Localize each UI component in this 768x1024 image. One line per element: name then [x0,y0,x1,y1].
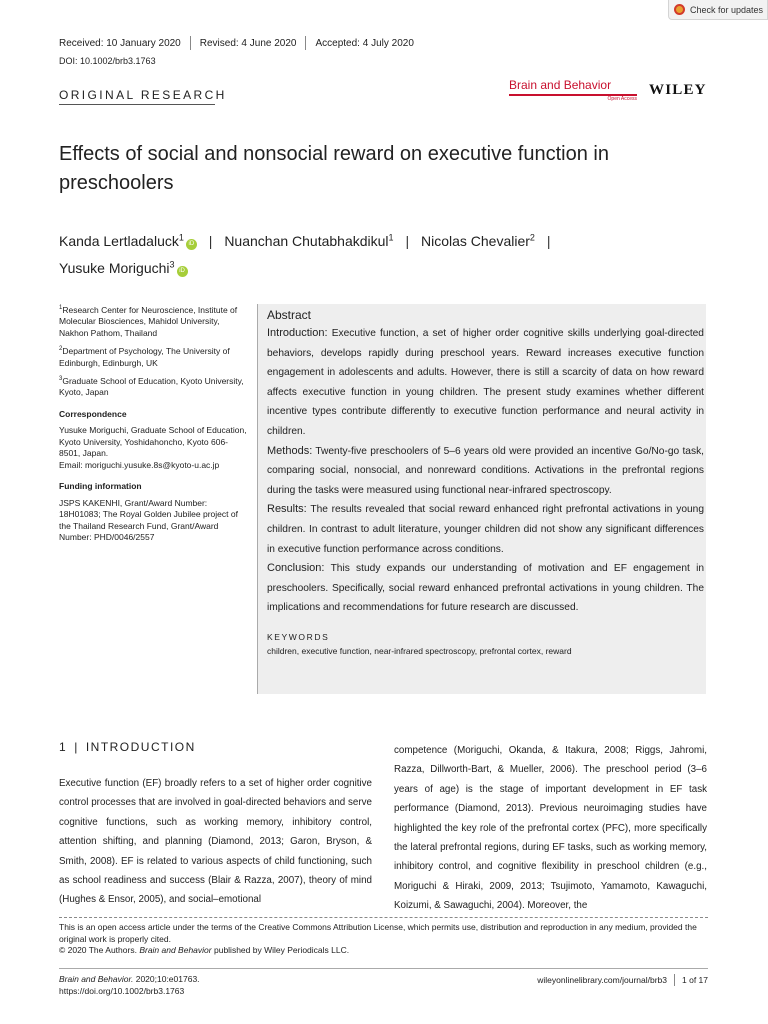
section-label: ORIGINAL RESEARCH [59,88,227,102]
author: Nuanchan Chutabhakdikul$^1$ [224,232,394,249]
funding-heading: Funding information [59,481,142,492]
author-list [59,225,719,280]
author-separator: | [208,232,213,249]
journal-logo-line [509,94,637,102]
author-separator: | [546,232,551,249]
page-number: 1 of 17 [682,975,708,985]
check-for-updates-button[interactable] [668,0,768,20]
citation: Brain and Behavior. 2020;10:e01763. https://doi.org/10.1002/brb3.1763 [59,974,200,996]
body-column-left [59,774,372,910]
orcid-icon[interactable]: iD [177,266,188,277]
footer-site-info [500,974,708,986]
correspondence-heading: Correspondence [59,408,127,419]
publisher-logo: WILEY [649,82,707,98]
keywords-heading: KEYWORDS [267,631,330,642]
check-for-updates-label: Check for updates [690,4,764,15]
citation-doi-link[interactable]: https://doi.org/10.1002/brb3.1763 [59,985,185,996]
journal-site-link[interactable]: wileyonlinelibrary.com/journal/brb3 [537,975,667,985]
footer-divider [674,974,675,986]
abstract-heading: Abstract [267,308,312,322]
abstract-results: Results: The results revealed that social reward enhanced right prefrontal activations in young children. In contrast to adult literature, younger children did not show any significant differences in executive function performance across conditions. [267,503,704,555]
body-paragraph: Executive function (EF) broadly refers to a set of higher order cognitive control processes that are involved in goal-directed behaviors and serve cognitive functions, such as working memory, inhibitory control, attention shifting, and planning (Diamond, 2013; Garon, Bryson, & Smith, 2008). EF is related to various aspects of child functioning, such as school readiness and success (Blair & Razza, 2007), theory of mind (Hughes & Ensor, 2005), and social–emotional [59,778,372,906]
body-column-right [394,741,707,916]
received-date: Received: 10 January 2020 [59,37,181,49]
section-rule [59,104,215,105]
date-divider [190,36,191,50]
author: Kanda Lertladaluck$^1$iD [59,233,197,249]
doi: DOI: 10.1002/brb3.1763 [59,56,156,66]
crossmark-icon [674,4,685,15]
footer-rule [59,968,708,969]
orcid-icon[interactable]: iD [186,239,197,250]
article-title: Effects of social and nonsocial reward on executive function in preschoolers [59,143,609,194]
author: Nicolas Chevalier$^2$ [420,232,535,249]
affiliation: $^1$Research Center for Neuroscience, Institute of Molecular Biosciences, Mahidol University, Nakhon Pathom, Thailand [59,304,238,338]
abstract-box [257,304,706,694]
abstract-conclusion: Conclusion: This study expands our understanding of motivation and EF engagement in preschoolers. Specifically, social reward enhanced prefrontal activations in young children. The implications and recommendations for future research are discussed. [267,562,704,614]
open-access-label: Open Access [607,96,637,102]
affiliation: $^2$Department of Psychology, The University of Edinburgh, Edinburgh, UK [59,346,230,368]
funding-info: JSPS KAKENHI, Grant/Award Number: 18H01083; The Royal Golden Jubilee project of the Thailand Research Fund, Grant/Award Number: PHD/0046/2557 [59,497,238,543]
journal-logo [509,78,637,102]
article-dates [59,36,414,50]
accepted-date: Accepted: 4 July 2020 [315,37,414,49]
affiliations-column [59,303,249,549]
journal-name: Brain and Behavior [509,78,612,92]
footer-dashed-rule [59,917,708,918]
body-paragraph: competence (Moriguchi, Okanda, & Itakura, 2008; Riggs, Jahromi, Razza, Dillworth-Bart, & Mueller, 2006). The preschool period (3–6 years of age) is the stage of important development in EF task performance (Diamond, 2013). Previous neuroimaging studies have highlighted the key role of the prefrontal cortex (PFC), more specifically the lateral prefrontal regions, during EF tasks, such as working memory, inhibitory control, and cognitive flexibility in preschool children (e.g., Moriguchi & Hiraki, 2009, 2013; Tsujimoto, Yamamoto, Kawaguchi, Koizumi, & Sawaguchi, 2004). Moreover, the [394,745,707,912]
date-divider [305,36,306,50]
correspondence-email[interactable]: Email: moriguchi.yusuke.8s@kyoto-u.ac.jp [59,459,220,470]
introduction-heading: 1 | INTRODUCTION [59,740,196,754]
revised-date: Revised: 4 June 2020 [199,37,297,49]
abstract-methods: Methods: Twenty-five preschoolers of 5–6 years old were provided an incentive Go/No-go task, comparing social, nonsocial, and nonreward conditions. Activations in the prefrontal regions during the tasks were measured using functional near-infrared spectroscopy. [267,444,704,496]
abstract-body [267,324,704,618]
author-separator: | [405,232,410,249]
keywords: children, executive function, near-infrared spectroscopy, prefrontal cortex, reward [267,645,572,656]
copyright: © 2020 The Authors. Brain and Behavior published by Wiley Periodicals LLC. [59,945,350,955]
license-notice: This is an open access article under the terms of the Creative Commons Attribution License, which permits use, distribution and reproduction in any medium, provided the original work is properly cited. © 2020 The Authors. Brain and Behavior published by Wiley Periodicals LLC. [59,922,709,957]
abstract-introduction: Introduction: Executive function, a set of higher order cognitive skills underlying goal-directed behaviors, develops rapidly during preschool years. Reward increases executive function engagement in adolescents and adults. However, there is still a scarcity of data on how reward affects executive function in young children. The present study examines whether different incentive types contribute differently to executive function performance and neural activity in children. [267,327,704,437]
affiliation: $^3$Graduate School of Education, Kyoto University, Kyoto, Japan [59,375,244,398]
author: Yusuke Moriguchi$^3$iD [59,260,188,276]
correspondence: Yusuke Moriguchi, Graduate School of Education, Kyoto University, Yoshidahoncho, Kyoto 606-8501, Japan. [59,425,247,459]
